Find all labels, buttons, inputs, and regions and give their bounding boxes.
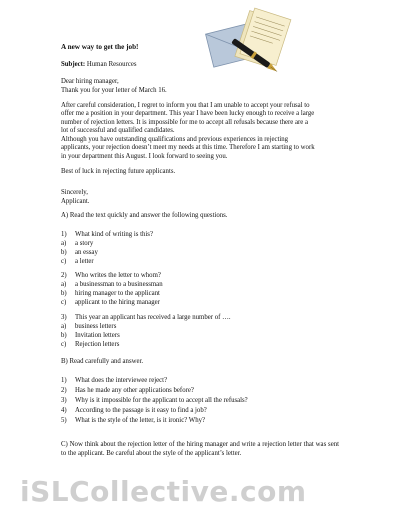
- letter-paragraph: [61, 102, 339, 162]
- question: 2) Has he made any other applications before?: [61, 387, 194, 394]
- letter-greeting: Dear hiring manager,: [61, 78, 119, 85]
- letter-line: After careful consideration, I regret to inform you that I am unable to accept your refusal to: [61, 101, 310, 109]
- letter-and-pen-icon: [200, 6, 300, 82]
- section-a-instruction: A) Read the text quickly and answer the following questions.: [61, 212, 228, 219]
- question: 1) What does the interviewee reject?: [61, 377, 168, 384]
- question: 3) This year an applicant has received a large number of ….: [61, 314, 231, 321]
- question: 5) What is the style of the letter, is it ironic? Why?: [61, 417, 206, 424]
- question: 3) Why is it impossible for the applicant to accept all the refusals?: [61, 397, 248, 404]
- answer-option: c) a letter: [61, 258, 94, 265]
- letter-thanks: Thank you for your letter of March 16.: [61, 86, 167, 94]
- worksheet-title: A new way to get the job!: [61, 43, 139, 51]
- subject-label: Subject:: [61, 61, 86, 68]
- letter-signature: Applicant.: [61, 197, 90, 205]
- letter-line: lot of successful and qualified candidates.: [61, 127, 175, 134]
- letter-body: [61, 78, 339, 183]
- question-block: [61, 230, 153, 266]
- letter-opening: [61, 78, 339, 95]
- letter-signoff: [61, 189, 90, 206]
- letter-sincerely: Sincerely,: [61, 189, 88, 196]
- letter-line: number of rejection letters. It is impossible for me to accept all refusals because there are a: [61, 118, 309, 126]
- answer-option: b) hiring manager to the applicant: [61, 290, 160, 297]
- answer-option: a) a story: [61, 240, 94, 247]
- question-block: [61, 313, 231, 349]
- question: 4) According to the passage is it easy to find a job?: [61, 407, 207, 414]
- subject-value: Human Resources: [85, 61, 137, 68]
- letter-line: in your department this August. I look forward to seeing you.: [61, 152, 228, 160]
- subject-line: [61, 61, 137, 68]
- watermark-logo: iSLCollective.com: [20, 475, 307, 508]
- answer-option: b) Invitation letters: [61, 332, 120, 339]
- letter-line: Although you have outstanding qualifications and previous experiences in rejecting: [61, 135, 289, 143]
- answer-option: c) Rejection letters: [61, 341, 120, 348]
- answer-option: a) a businessman to a businessman: [61, 281, 163, 288]
- section-b-questions: [61, 376, 248, 426]
- answer-option: c) applicant to the hiring manager: [61, 299, 160, 306]
- letter-line: offer me a position in your department. This year I have been lucky enough to receive a large: [61, 110, 315, 117]
- letter-line: applicants, your rejection doesn’t meet my needs at this time. Therefore I am starting to work: [61, 144, 315, 151]
- question: 1) What kind of writing is this?: [61, 231, 153, 238]
- question-block: [61, 271, 163, 307]
- answer-option: a) business letters: [61, 323, 117, 330]
- section-c-instruction: C) Now think about the rejection letter of the hiring manager and write a rejection letter that was sent to the applicant. Be careful about the style of the applicant’s letter.: [61, 441, 339, 457]
- question: 2) Who writes the letter to whom?: [61, 272, 161, 279]
- answer-option: b) an essay: [61, 249, 98, 256]
- section-b-instruction: B) Read carefully and answer.: [61, 358, 144, 365]
- letter-best-luck: Best of luck in rejecting future applicants.: [61, 167, 176, 175]
